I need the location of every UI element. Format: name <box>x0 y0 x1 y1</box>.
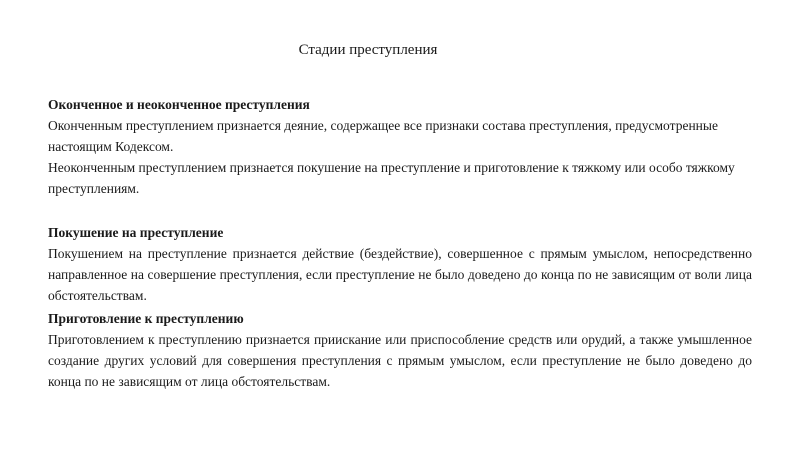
slide-title: Стадии преступления <box>298 42 438 58</box>
section-heading: Приготовление к преступлению <box>48 311 244 326</box>
section-paragraph: Неоконченным преступлением признается покушение на преступление и приготовление к тяжкому или особо тяжкому преступлениям. <box>48 160 735 196</box>
section-completed-incomplete <box>48 94 752 199</box>
section-heading: Оконченное и неоконченное преступления <box>48 97 310 112</box>
section-paragraph: Приготовлением к преступлению признается приискание или приспособление средств или орудий, а также умышленное создание других условий для совершения преступления с прямым умыслом, если преступление не было доведено до конца по не зависящим от лица обстоятельствам. <box>48 332 752 389</box>
section-paragraph: Оконченным преступлением признается деяние, содержащее все признаки состава преступления, предусмотренные настоящим Кодексом. <box>48 118 718 154</box>
section-heading: Покушение на преступление <box>48 225 224 240</box>
section-preparation <box>48 308 752 392</box>
section-attempt <box>48 222 752 306</box>
section-paragraph: Покушением на преступление признается действие (бездействие), совершенное с прямым умыслом, непосредственно направленное на совершение преступления, если преступление не было доведено до конца по не зависящим от воли лица обстоятельствам. <box>48 246 752 303</box>
